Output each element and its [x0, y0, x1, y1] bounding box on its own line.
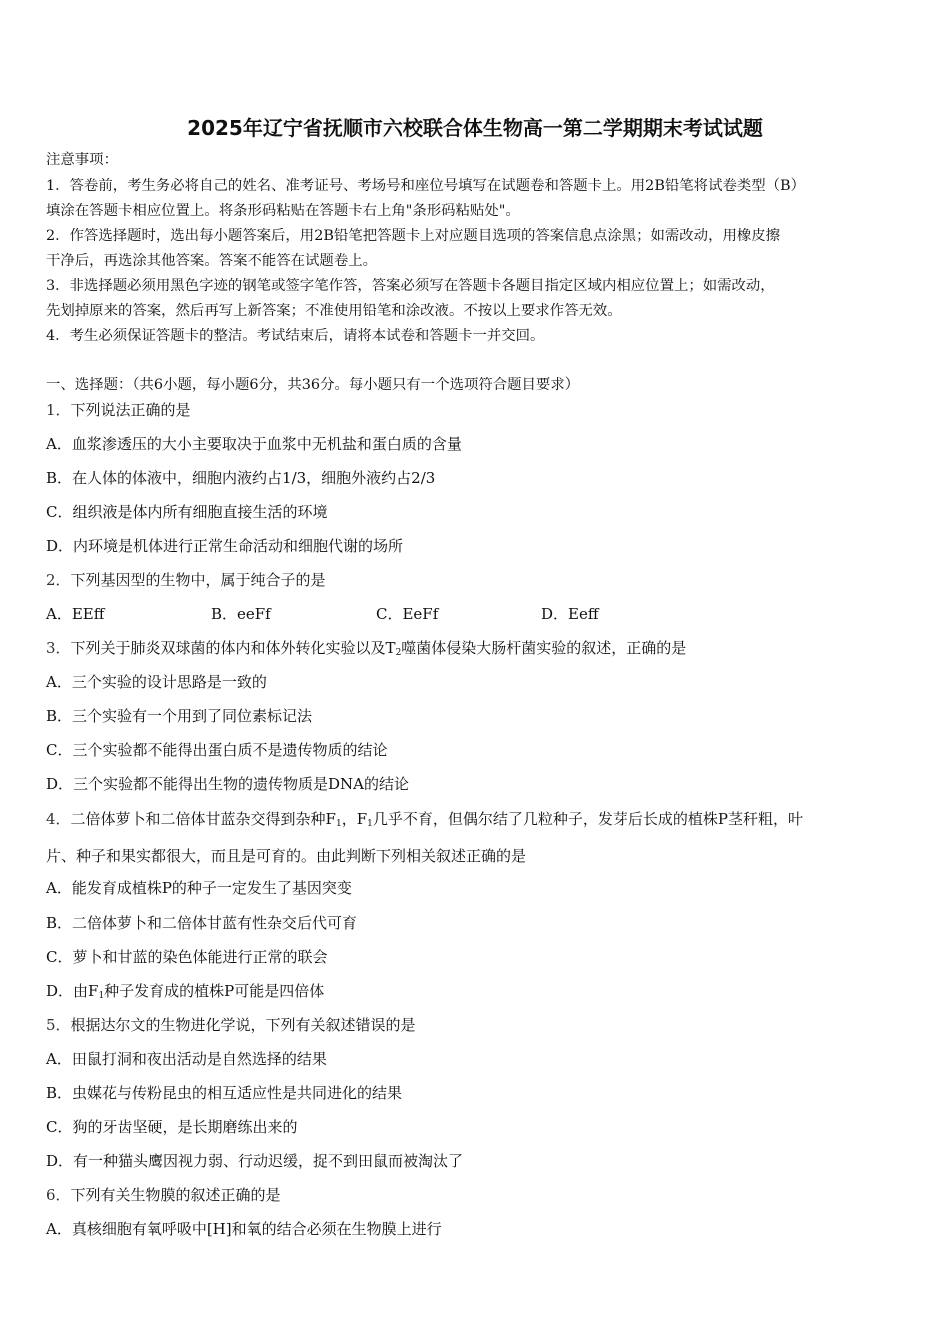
- question-2-option-c: C．EeFf: [376, 605, 439, 623]
- question-number: 1．: [46, 401, 71, 419]
- question-3-option-b: B．三个实验有一个用到了同位素标记法: [46, 707, 313, 725]
- question-1-stem: [46, 400, 191, 420]
- notice-item-3-line-1: 3．非选择题必须用黑色字迹的钢笔或签字笔作答，答案必须写在答题卡各题目指定区域内相应位置上；如需改动，: [46, 278, 775, 294]
- subscript: 1: [98, 991, 105, 1001]
- question-text: 下列有关生物膜的叙述正确的是: [70, 1186, 281, 1204]
- question-text: 下列基因型的生物中，属于纯合子的是: [70, 571, 326, 589]
- question-text-pre: 下列关于肺炎双球菌的体内和体外转化实验以及T: [70, 639, 396, 657]
- question-5-option-b: B．虫媒花与传粉昆虫的相互适应性是共同进化的结果: [46, 1084, 403, 1102]
- notice-item-3-line-2: 先划掉原来的答案，然后再写上新答案；不准使用铅笔和涂改液。不按以上要求作答无效。: [46, 303, 622, 319]
- question-5-option-c: C．狗的牙齿坚硬，是长期磨练出来的: [46, 1118, 298, 1136]
- subscript: 2: [395, 648, 402, 658]
- question-5-option-d: D．有一种猫头鹰因视力弱、行动迟缓，捉不到田鼠而被淘汰了: [46, 1152, 464, 1170]
- question-number: 4．: [46, 810, 71, 828]
- question-4-stem-line-2: 片、种子和果实都很大，而且是可育的。由此判断下列相关叙述正确的是: [46, 847, 527, 865]
- question-6-option-a: A．真核细胞有氧呼吸中[H]和氧的结合必须在生物膜上进行: [46, 1220, 442, 1238]
- question-1-option-c: C．组织液是体内所有细胞直接生活的环境: [46, 503, 328, 521]
- question-1-option-b: B．在人体的体液中，细胞内液约占1/3，细胞外液约占2/3: [46, 469, 436, 487]
- section-heading: 一、选择题：（共6小题，每小题6分，共36分。每小题只有一个选项符合题目要求）: [46, 377, 580, 393]
- question-4-option-b: B．二倍体萝卜和二倍体甘蓝有性杂交后代可育: [46, 914, 358, 932]
- question-text-b: ，F: [341, 810, 368, 828]
- question-4-stem-line-1: [46, 809, 803, 834]
- question-number: 2．: [46, 571, 71, 589]
- question-6-stem: [46, 1185, 281, 1205]
- question-5-stem: [46, 1015, 416, 1035]
- question-2-stem: [46, 570, 326, 590]
- subscript: 1: [335, 819, 342, 829]
- notice-item-4: 4．考生必须保证答题卡的整洁。考试结束后，请将本试卷和答题卡一并交回。: [46, 328, 545, 344]
- question-2-option-b: B．eeFf: [211, 605, 271, 623]
- option-text-pre: D．由F: [46, 982, 99, 1000]
- question-4-option-d: [46, 981, 324, 1006]
- question-text-c: 几乎不育，但偶尔结了几粒种子，发芽后长成的植株P茎秆粗，叶: [372, 810, 803, 828]
- question-4-option-c: C．萝卜和甘蓝的染色体能进行正常的联会: [46, 948, 328, 966]
- notice-item-2-line-1: 2．作答选择题时，选出每小题答案后，用2B铅笔把答题卡上对应题目选项的答案信息点涂黑；如需改动，用橡皮擦: [46, 228, 781, 244]
- subscript: 1: [367, 819, 373, 829]
- question-text-a: 二倍体萝卜和二倍体甘蓝杂交得到杂种F: [70, 810, 336, 828]
- page-title: 2025年辽宁省抚顺市六校联合体生物高一第二学期期末考试试题: [187, 116, 763, 140]
- question-5-option-a: A．田鼠打洞和夜出活动是自然选择的结果: [46, 1050, 327, 1068]
- question-3-option-d: D．三个实验都不能得出生物的遗传物质是DNA的结论: [46, 775, 410, 793]
- notice-item-1-line-1: 1．答卷前，考生务必将自己的姓名、准考证号、考场号和座位号填写在试题卷和答题卡上。用2B铅笔将试卷类型（B）: [46, 178, 805, 194]
- notice-item-2-line-2: 干净后，再选涂其他答案。答案不能答在试题卷上。: [46, 253, 377, 269]
- question-text-post: 噬菌体侵染大肠杆菌实验的叙述，正确的是: [401, 639, 687, 657]
- question-2-options: [46, 604, 706, 624]
- notice-heading: 注意事项：: [46, 152, 118, 168]
- question-1-option-a: A．血浆渗透压的大小主要取决于血浆中无机盐和蛋白质的含量: [46, 435, 462, 453]
- question-number: 6．: [46, 1186, 71, 1204]
- question-4-option-a: A．能发育成植株P的种子一定发生了基因突变: [46, 879, 352, 897]
- question-text: 根据达尔文的生物进化学说，下列有关叙述错误的是: [70, 1016, 416, 1034]
- option-text-post: 种子发育成的植株P可能是四倍体: [104, 982, 325, 1000]
- question-3-option-a: A．三个实验的设计思路是一致的: [46, 673, 267, 691]
- question-number: 3．: [46, 639, 71, 657]
- question-3-option-c: C．三个实验都不能得出蛋白质不是遗传物质的结论: [46, 741, 388, 759]
- question-2-option-d: D．Eeff: [541, 605, 599, 623]
- question-3-stem: [46, 638, 686, 663]
- question-1-option-d: D．内环境是机体进行正常生命活动和细胞代谢的场所: [46, 537, 404, 555]
- question-number: 5．: [46, 1016, 71, 1034]
- notice-item-1-line-2: 填涂在答题卡相应位置上。将条形码粘贴在答题卡右上角"条形码粘贴处"。: [46, 203, 520, 219]
- question-2-option-a: A．EEff: [46, 605, 105, 623]
- question-text: 下列说法正确的是: [70, 401, 191, 419]
